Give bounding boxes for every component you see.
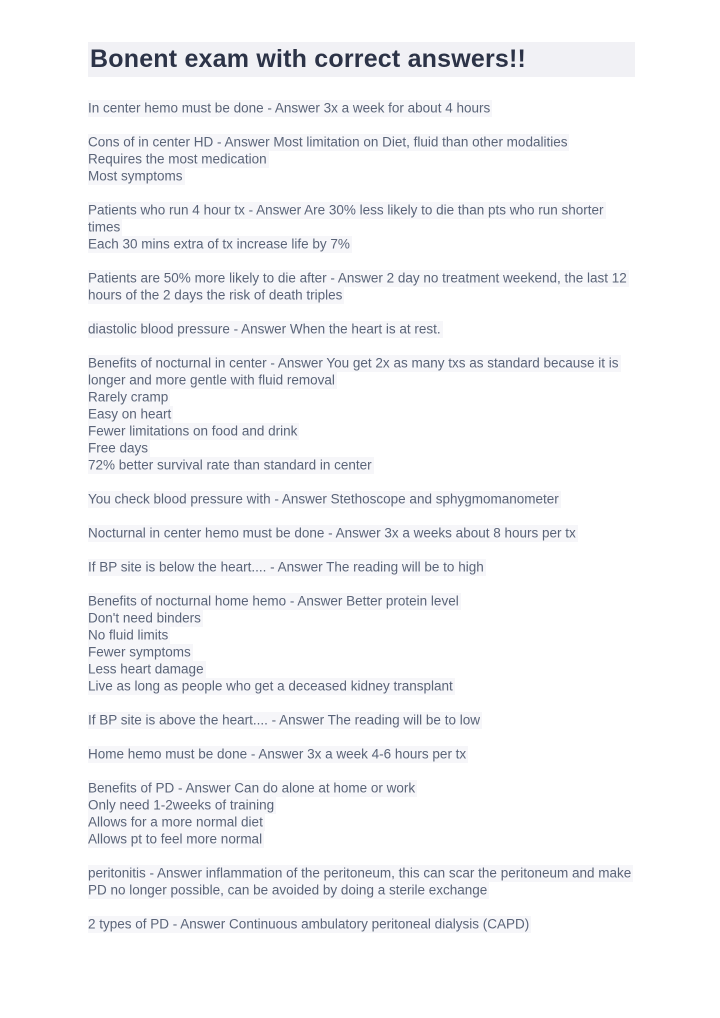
highlighted-text: Allows pt to feel more normal	[88, 831, 263, 846]
qa-paragraph	[88, 864, 635, 898]
highlighted-text: Benefits of nocturnal in center - Answer You get 2x as many txs as standard because it is longer and more gentle with fluid removal	[88, 355, 619, 387]
highlighted-text: peritonitis - Answer inflammation of the peritoneum, this can scar the peritoneum and make PD no longer possible, can be avoided by doing a sterile exchange	[88, 865, 632, 897]
qa-paragraph	[88, 269, 635, 303]
qa-paragraph	[88, 779, 635, 847]
text-line	[88, 660, 635, 677]
text-line	[88, 915, 635, 932]
qa-paragraph	[88, 320, 635, 337]
highlighted-text: Free days	[88, 440, 149, 455]
document-content	[88, 42, 635, 949]
text-line	[88, 150, 635, 167]
qa-paragraph	[88, 711, 635, 728]
highlighted-text: Only need 1-2weeks of training	[88, 797, 275, 812]
text-line	[88, 354, 635, 388]
text-line	[88, 422, 635, 439]
text-line	[88, 677, 635, 694]
page-title: Bonent exam with correct answers!!	[88, 42, 635, 77]
highlighted-text: No fluid limits	[88, 627, 169, 642]
highlighted-text: Most symptoms	[88, 168, 183, 183]
document-body	[88, 99, 635, 932]
qa-paragraph	[88, 915, 635, 932]
text-line	[88, 456, 635, 473]
highlighted-text: In center hemo must be done - Answer 3x a week for about 4 hours	[88, 100, 491, 115]
highlighted-text: diastolic blood pressure - Answer When the heart is at rest.	[88, 321, 441, 336]
highlighted-text: Benefits of PD - Answer Can do alone at home or work	[88, 780, 416, 795]
text-line	[88, 796, 635, 813]
text-line	[88, 388, 635, 405]
highlighted-text: Don't need binders	[88, 610, 201, 625]
highlighted-text: You check blood pressure with - Answer Stethoscope and sphygmomanometer	[88, 491, 559, 506]
text-line	[88, 269, 635, 303]
highlighted-text: If BP site is below the heart.... - Answer The reading will be to high	[88, 559, 484, 574]
highlighted-text: Nocturnal in center hemo must be done - Answer 3x a weeks about 8 hours per tx	[88, 525, 576, 540]
qa-paragraph	[88, 558, 635, 575]
text-line	[88, 99, 635, 116]
text-line	[88, 609, 635, 626]
qa-paragraph	[88, 524, 635, 541]
highlighted-text: 72% better survival rate than standard in center	[88, 457, 372, 472]
highlighted-text: Less heart damage	[88, 661, 204, 676]
text-line	[88, 643, 635, 660]
highlighted-text: Patients are 50% more likely to die after - Answer 2 day no treatment weekend, the last 12 hours of the 2 days the risk of death triples	[88, 270, 627, 302]
qa-paragraph	[88, 201, 635, 252]
highlighted-text: Requires the most medication	[88, 151, 267, 166]
qa-paragraph	[88, 99, 635, 116]
highlighted-text: Live as long as people who get a deceased kidney transplant	[88, 678, 453, 693]
highlighted-text: Rarely cramp	[88, 389, 169, 404]
qa-paragraph	[88, 592, 635, 694]
qa-paragraph	[88, 490, 635, 507]
qa-paragraph	[88, 354, 635, 473]
text-line	[88, 813, 635, 830]
highlighted-text: Fewer symptoms	[88, 644, 191, 659]
text-line	[88, 524, 635, 541]
highlighted-text: Home hemo must be done - Answer 3x a week 4-6 hours per tx	[88, 746, 467, 761]
text-line	[88, 830, 635, 847]
text-line	[88, 320, 635, 337]
highlighted-text: 2 types of PD - Answer Continuous ambulatory peritoneal dialysis (CAPD)	[88, 916, 530, 931]
text-line	[88, 745, 635, 762]
text-line	[88, 626, 635, 643]
text-line	[88, 133, 635, 150]
text-line	[88, 439, 635, 456]
text-line	[88, 490, 635, 507]
highlighted-text: Patients who run 4 hour tx - Answer Are 30% less likely to die than pts who run shorter times	[88, 202, 604, 234]
qa-paragraph	[88, 745, 635, 762]
text-line	[88, 558, 635, 575]
text-line	[88, 779, 635, 796]
highlighted-text: Each 30 mins extra of tx increase life by 7%	[88, 236, 350, 251]
qa-paragraph	[88, 133, 635, 184]
highlighted-text: Easy on heart	[88, 406, 172, 421]
text-line	[88, 235, 635, 252]
highlighted-text: Fewer limitations on food and drink	[88, 423, 298, 438]
highlighted-text: If BP site is above the heart.... - Answer The reading will be to low	[88, 712, 480, 727]
highlighted-text: Cons of in center HD - Answer Most limitation on Diet, fluid than other modalities	[88, 134, 568, 149]
text-line	[88, 592, 635, 609]
highlighted-text: Allows for a more normal diet	[88, 814, 263, 829]
text-line	[88, 167, 635, 184]
text-line	[88, 201, 635, 235]
highlighted-text: Benefits of nocturnal home hemo - Answer Better protein level	[88, 593, 459, 608]
text-line	[88, 405, 635, 422]
text-line	[88, 711, 635, 728]
text-line	[88, 864, 635, 898]
